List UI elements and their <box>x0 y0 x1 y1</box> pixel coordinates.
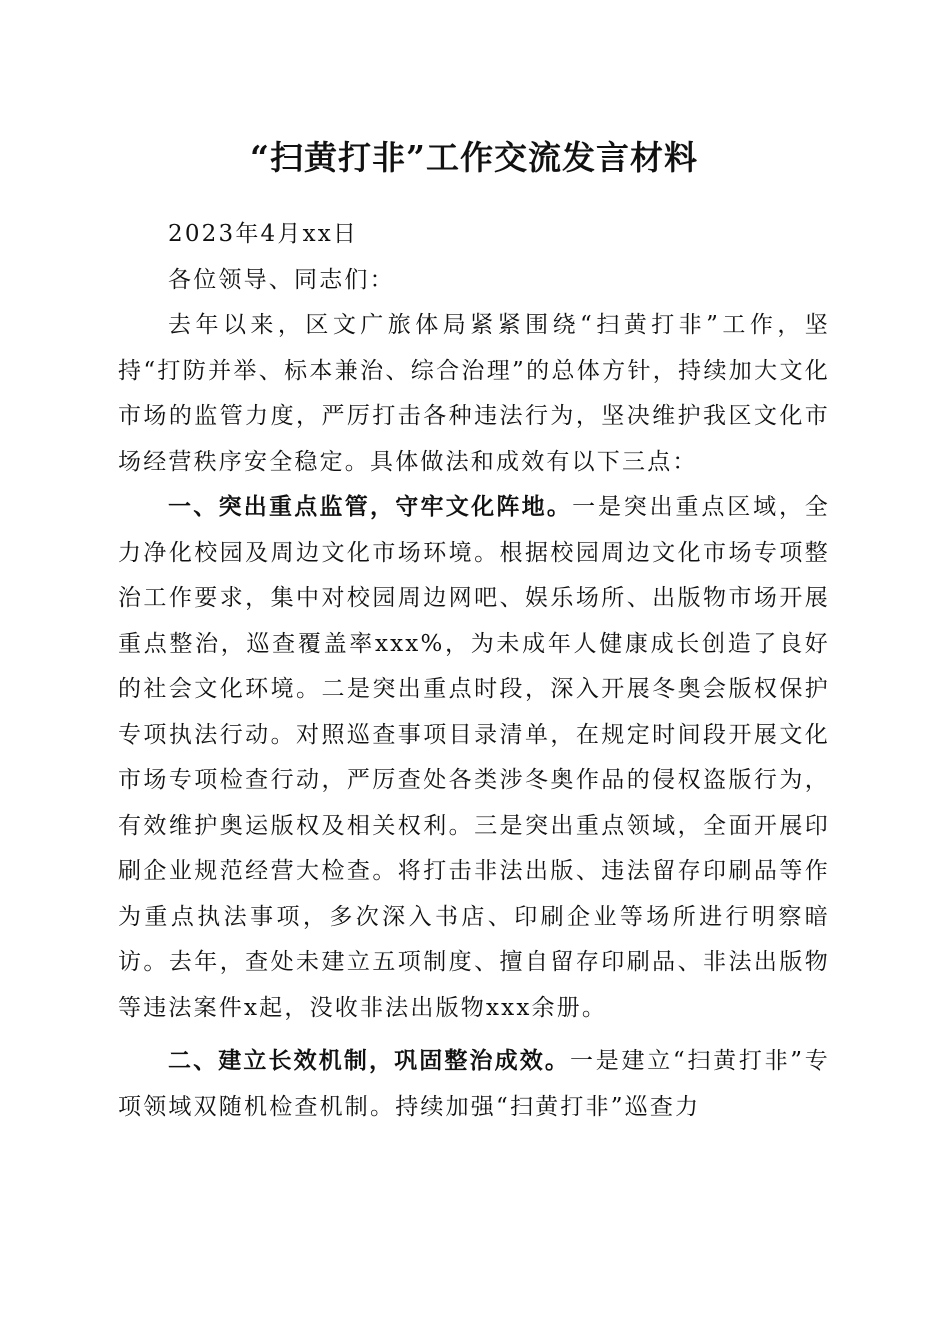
section-heading-1: 一、突出重点监管，守牢文化阵地。 <box>168 494 573 520</box>
intro-paragraph: 去年以来，区文广旅体局紧紧围绕“扫黄打非”工作，坚持“打防并举、标本兼治、综合治理”的总体方针，持续加大文化市场的监管力度，严厉打击各种违法行为，坚决维护我区文化市场经营秩序安全稳定。具体做法和成效有以下三点： <box>118 312 830 475</box>
salutation: 各位领导、同志们： <box>168 266 395 293</box>
section-paragraph-1 <box>118 485 830 1031</box>
document-body <box>118 212 830 1130</box>
section-paragraph-2 <box>118 1039 830 1130</box>
document-title: “扫黄打非”工作交流发言材料 <box>250 138 698 177</box>
section-heading-2: 二、建立长效机制，巩固整治成效。 <box>168 1048 571 1074</box>
date-line: 2023年4月xx日 <box>168 221 359 247</box>
section-text-2: 一是建立“扫黄打非”专项领域双随机检查机制。持续加强“扫黄打非”巡查力 <box>118 1048 830 1120</box>
section-text-1: 一是突出重点区域，全力净化校园及周边文化市场环境。根据校园周边文化市场专项整治工作要求，集中对校园周边网吧、娱乐场所、出版物市场开展重点整治，巡查覆盖率xxx%，为未成年人健康成长创造了良好的社会文化环境。二是突出重点时段，深入开展冬奥会版权保护专项执法行动。对照巡查事项目录清单，在规定时间段开展文化市场专项检查行动，严厉查处各类涉冬奥作品的侵权盗版行为，有效维护奥运版权及相关权利。三是突出重点领域，全面开展印刷企业规范经营大检查。将打击非法出版、违法留存印刷品等作为重点执法事项，多次深入书店、印刷企业等场所进行明察暗访。去年，查处未建立五项制度、擅自留存印刷品、非法出版物等违法案件x起，没收非法出版物xxx余册。 <box>118 494 830 1021</box>
